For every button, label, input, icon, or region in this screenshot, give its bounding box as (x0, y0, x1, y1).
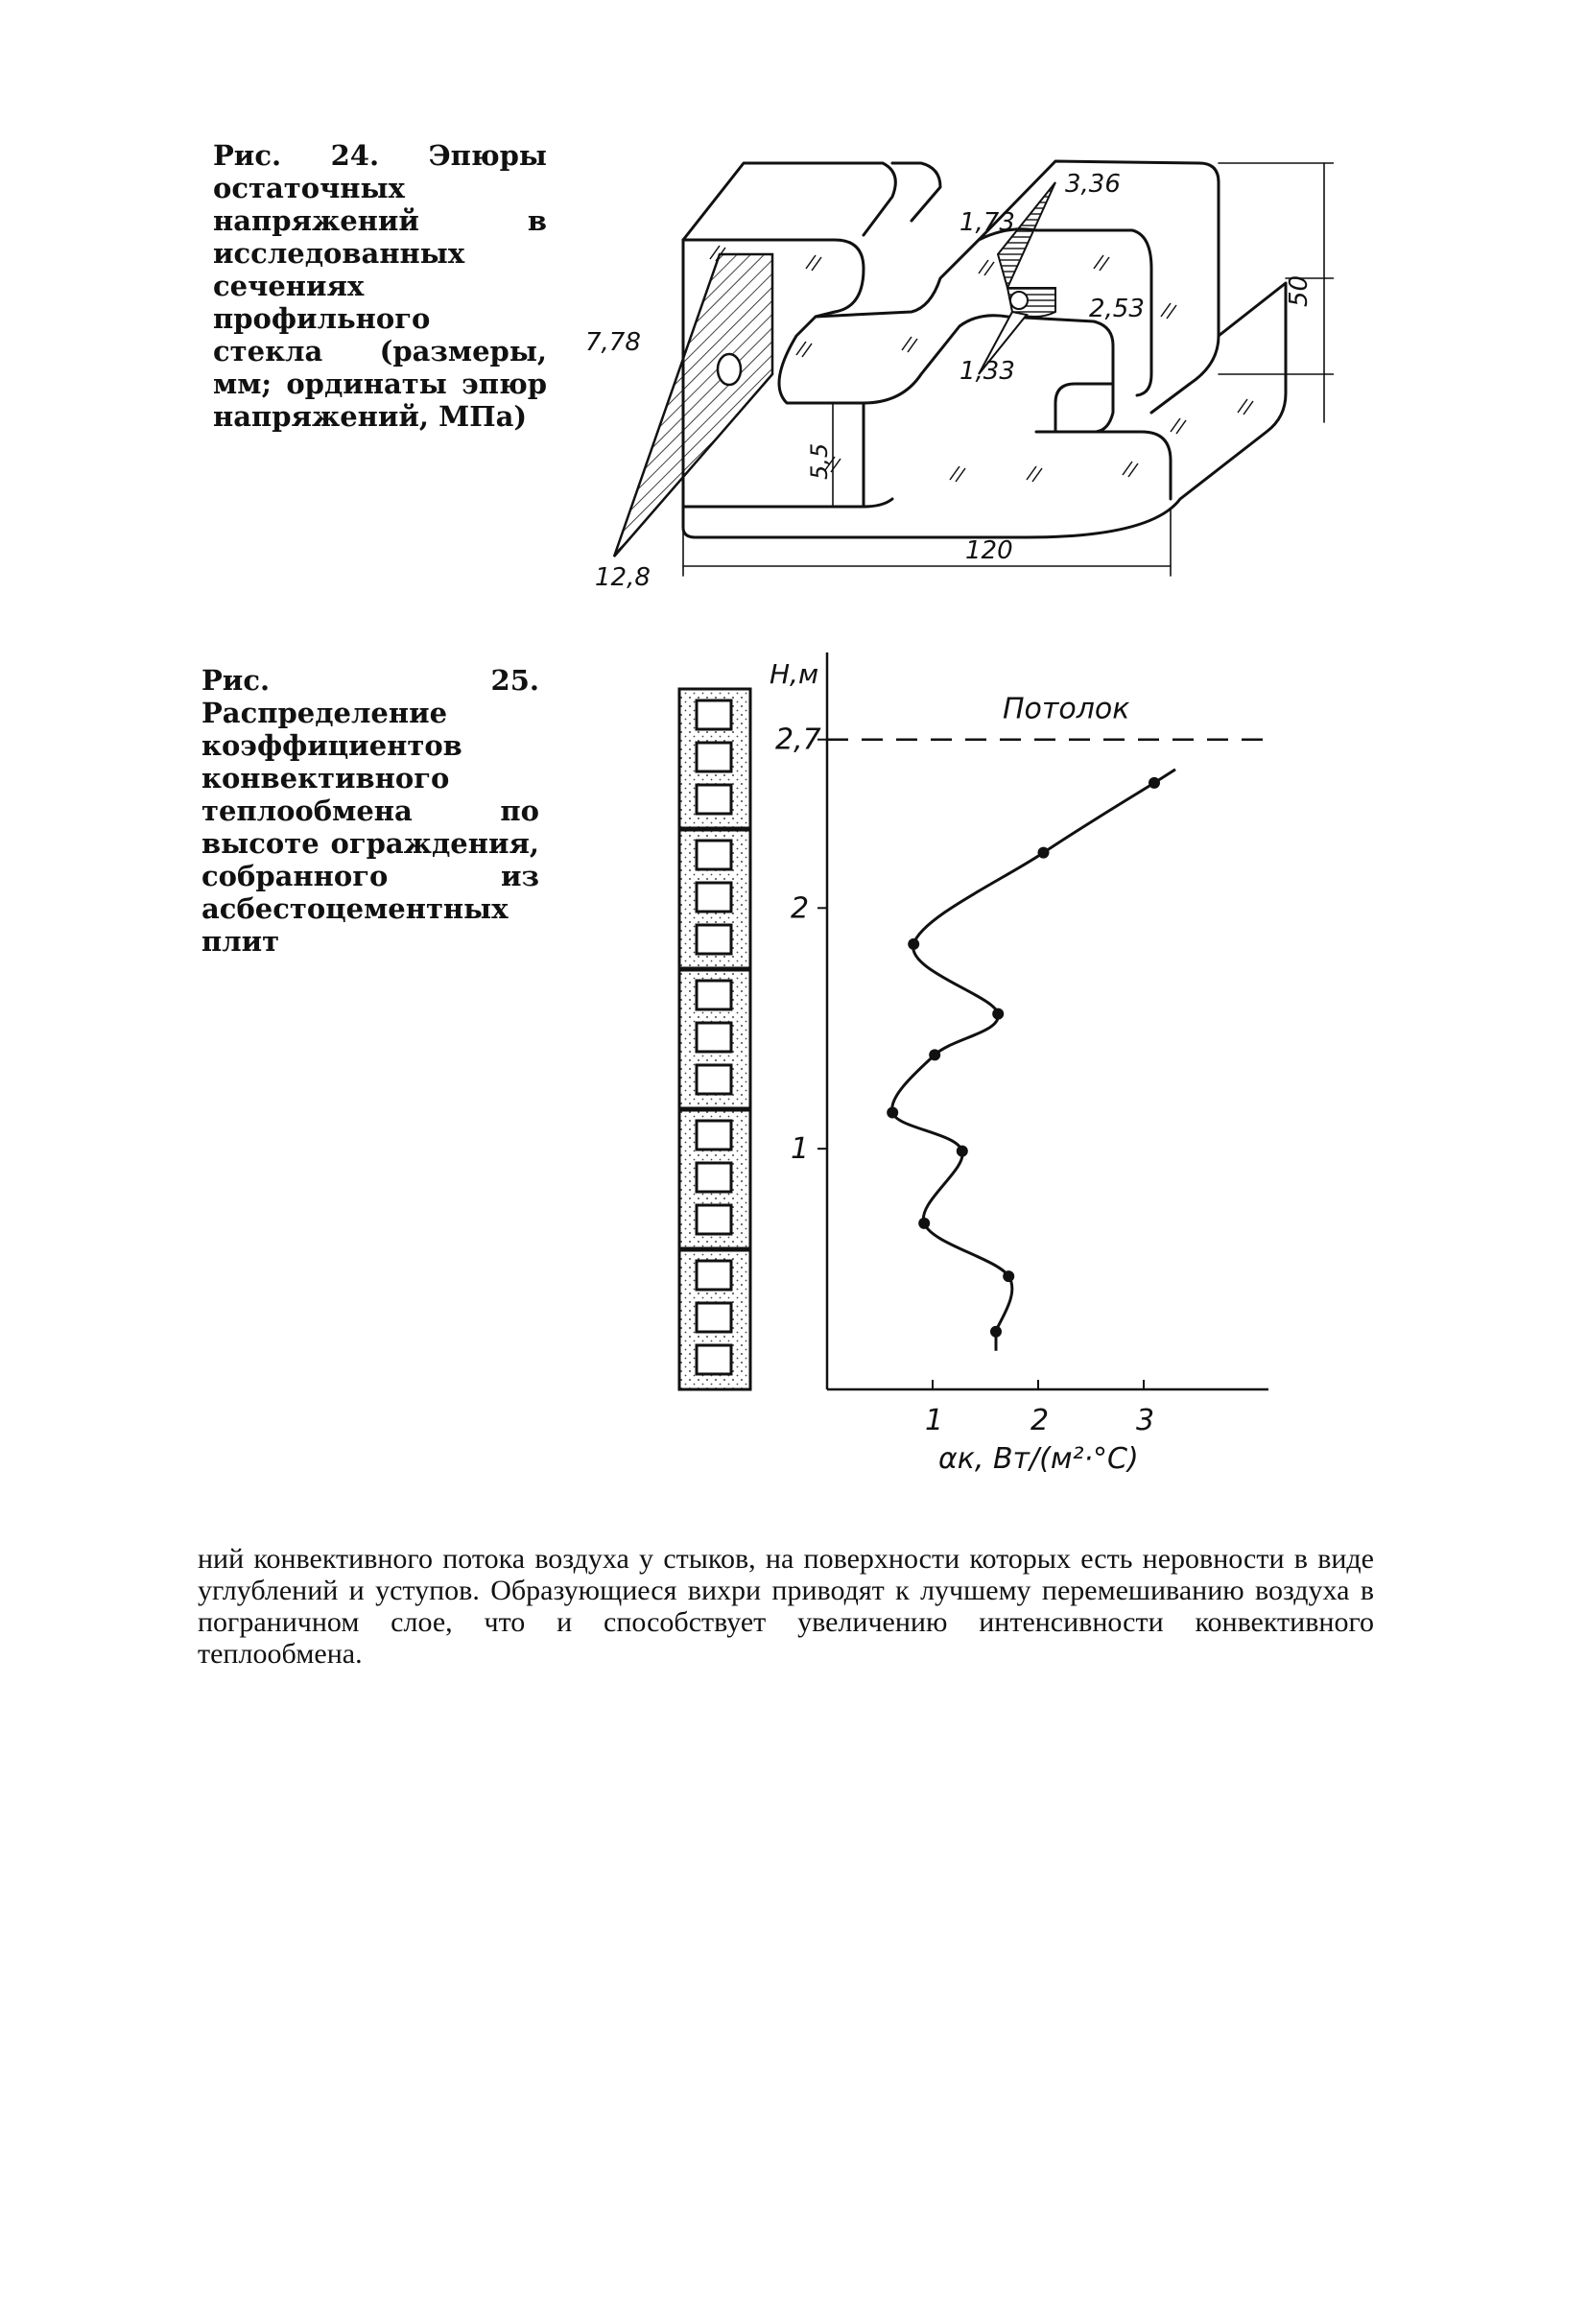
fig24-label-2-53: 2,53 (1089, 295, 1145, 323)
fig24-stress-diagram (576, 144, 1334, 614)
fig25-data-point (990, 1326, 1002, 1338)
fig25-panel-void (697, 1345, 731, 1374)
fig24-caption-text: Эпюры остаточных напряжений в исследованных сечениях профильного стекла (размеры, мм; ординаты эпюр напряжений, МПа) (213, 139, 547, 433)
fig25-wall-panels (679, 689, 750, 1389)
fig25-panel-void (697, 1163, 731, 1192)
fig25-data-point (1003, 1270, 1014, 1282)
fig24-flange-left-top (683, 163, 895, 240)
fig25-caption (201, 664, 539, 958)
fig25-panel-void (697, 1065, 731, 1094)
fig25-panel-void (697, 1023, 731, 1052)
fig24-step (1055, 384, 1113, 432)
fig25-y-tick-label: 2 (791, 891, 810, 926)
fig25-x-tick-label: 2 (1030, 1404, 1050, 1437)
fig24-label-12-8: 12,8 (595, 563, 651, 592)
fig25-panel-void (697, 1303, 731, 1332)
fig25-data-point (908, 938, 919, 950)
fig24-plus-sign (1010, 292, 1028, 309)
fig25-panel-void (697, 925, 731, 954)
fig25-caption-label: Рис. 25. (201, 664, 539, 697)
fig25-y-tick-label: 2,7 (775, 723, 821, 757)
fig25-x-tick-label: 1 (925, 1404, 944, 1437)
fig25-data-point (957, 1146, 968, 1157)
fig24-caption (213, 139, 547, 433)
fig25-x-tick-label: 3 (1136, 1404, 1155, 1437)
fig25-data-point (929, 1049, 940, 1060)
fig25-panel-void (697, 883, 731, 912)
fig24-label-3-36: 3,36 (1065, 170, 1121, 199)
fig24-label-1-33: 1,33 (959, 357, 1015, 386)
fig25-panel-void (697, 743, 731, 771)
fig24-back-wave (892, 163, 940, 221)
fig25-chart (662, 652, 1286, 1487)
fig24-stress-triangle-left (614, 254, 772, 557)
fig25-data-point (887, 1107, 898, 1119)
fig25-data-point (992, 1008, 1004, 1020)
fig24-label-1-73: 1,73 (959, 208, 1015, 237)
fig25-data-point (918, 1218, 930, 1229)
body-paragraph: ний конвективного потока воздуха у стыков, на поверхности которых есть неровности в виде углублений и уступов. Образующиеся вихри приводят к лучшему перемешиванию воздуха в пограничном слое, что и способствует увеличению интенсивности конвективного теплообмена. (198, 1543, 1374, 1670)
fig25-data-point (1038, 847, 1050, 859)
fig25-panel-void (697, 1205, 731, 1234)
fig25-y-tick-label: 1 (791, 1132, 810, 1167)
fig24-lower-step (1036, 432, 1171, 499)
fig24-tension-sign (718, 354, 741, 385)
fig25-panel-void (697, 1121, 731, 1150)
fig25-panel-void (697, 1261, 731, 1290)
fig24-dim-50: 50 (1285, 274, 1314, 307)
fig25-data-point (1149, 777, 1160, 789)
fig24-dim-5-5: 5,5 (806, 442, 833, 480)
fig25-y-axis-label: H,м (770, 658, 819, 690)
fig25-ceiling-label: Потолок (1003, 692, 1130, 726)
fig25-x-axis-label: αк, Вт/(м²·°С) (938, 1442, 1139, 1476)
fig24-caption-label: Рис. 24. (213, 139, 380, 172)
fig25-panel-void (697, 981, 731, 1009)
fig25-panel-void (697, 785, 731, 814)
fig24-dim-120: 120 (965, 536, 1013, 565)
fig25-panel-void (697, 700, 731, 729)
fig25-panel-void (697, 841, 731, 869)
fig25-caption-text: Распределение коэффициентов конвективного теплообмена по высоте ограждения, собранного из асбестоцементных плит (201, 697, 539, 958)
fig24-label-7-78: 7,78 (585, 328, 641, 357)
